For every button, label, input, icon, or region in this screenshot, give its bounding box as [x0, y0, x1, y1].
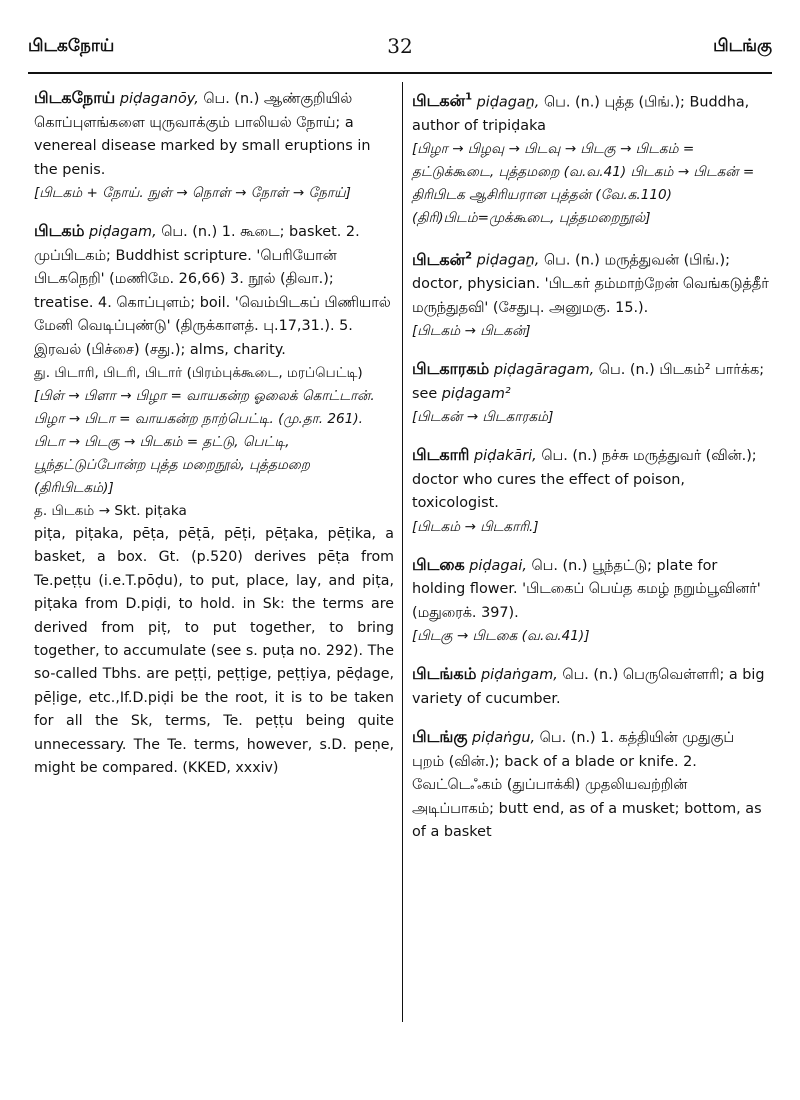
- transliteration: piḍagaṉ,: [476, 94, 540, 111]
- transliteration: piḍaṅgam,: [481, 667, 558, 684]
- headword: பிடகை: [412, 554, 465, 574]
- transliteration: piḍagaṉ,: [476, 252, 540, 269]
- dictionary-entry: [34, 86, 394, 205]
- homonym-number: 1: [465, 92, 473, 103]
- entry-body: [412, 553, 770, 626]
- etymology: [பிடகம் + நோய். நுள் → நொள் → நோள் → நோய்]: [34, 185, 351, 201]
- definition: பெ. (n.) புத்த (பிங்.); Buddha, author of tripiḍaka: [412, 94, 750, 134]
- entry-body: [412, 725, 770, 845]
- dictionary-entry: [412, 244, 770, 343]
- transliteration: piḍaṅgu,: [472, 730, 536, 747]
- etymology: [பிழா → பிழவு → பிடவு → பிடகு → பிடகம் = தட்டுக்கூடை, புத்தமறை (வ.வ.41) பிடகம் → பிடகன் = திரிபிடக ஆசிரியரான புத்தன் (வே.க.110) (திரி)பிடம்=முக்கூடை, புத்தமறைநூல்]: [412, 141, 755, 227]
- cognates: து. பிடாரி, பிடரி, பிடார் (பிரம்புக்கூடை, மரப்பெட்டி): [34, 365, 363, 381]
- headword: பிடகன்$^2$: [412, 249, 473, 269]
- entry-body: [412, 357, 770, 406]
- dictionary-entry: [412, 86, 770, 230]
- definition: பெ. (n.) 1. கூடை; basket. 2. முப்பிடகம்; Buddhist scripture. 'பெரியோன் பிடகநெறி' (மணிமே. 26,66) 3. நூல் (திவா.); treatise. 4. கொப்புளம்; boil. 'வெம்பிடகப் பிணியால் மேனி வெடிப்புண்டு' (திருக்காளத். பு.17,31.). 5. இரவல் (பிச்சை) (சது.); alms, charity.: [34, 224, 391, 358]
- entry-body: [412, 662, 770, 711]
- headword: பிடங்கு: [412, 727, 468, 747]
- page-number: 32: [387, 34, 413, 58]
- dictionary-entry: [412, 725, 770, 845]
- dictionary-entry: [412, 443, 770, 539]
- left-running-head: பிடகநோய்: [28, 36, 115, 56]
- entry-body: [34, 219, 394, 362]
- etymology: [பிடகன் → பிடகாரகம்]: [412, 409, 554, 426]
- entry-body: [34, 86, 394, 182]
- etymology: [பிடகு → பிடகை (வ.வ.41)]: [412, 628, 590, 645]
- dictionary-entry: [412, 662, 770, 711]
- transliteration: piḍagam,: [89, 224, 157, 240]
- definition: பெ. (n.) பிடகம்² பார்க்க; see: [412, 362, 765, 402]
- sanskrit-derivation: த. பிடகம் → Skt. piṭaka: [34, 503, 187, 519]
- definition: பெ. (n.) 1. கத்தியின் முதுகுப் புறம் (வின்.); back of a blade or knife. 2. வேட்டெஃகம் (துப்பாக்கி) முதலியவற்றின் அடிப்பாகம்; butt end, as of a musket; bottom, as of a basket: [412, 730, 762, 841]
- transliteration: piḍagāragam,: [493, 362, 595, 379]
- entry-body: [412, 244, 770, 320]
- page-header: [28, 36, 772, 76]
- headword: பிடகநோய்: [34, 88, 116, 107]
- etymology: [பிள் → பிளா → பிழா = வாயகன்ற ஓலைக் கொட்டான். பிழா → பிடா = வாயகன்ற நாற்பெட்டி. (மு.தா. 261). பிடா → பிடகு → பிடகம் = தட்டு, பெட்டி, பூந்தட்டுப்போன்ற புத்த மறைநூல், புத்தமறை (திரிபிடகம்)]: [34, 388, 375, 496]
- cross-reference: piḍagam²: [441, 385, 511, 402]
- entry-body: [412, 86, 770, 138]
- dictionary-entry: [412, 357, 770, 429]
- definition: பெ. (n.) பூந்தட்டு; plate for holding flower. 'பிடகைப் பெய்த கமழ் நறும்பூவினர்' (மதுரைக். 397).: [412, 557, 761, 621]
- header-rule: [28, 72, 772, 74]
- transliteration: piḍaganōy,: [119, 91, 199, 107]
- definition: பெ. (n.) ஆண்குறியில் கொப்புளங்களை யுருவாக்கும் பாலியல் நோய்; a venereal disease marked by small eruptions in the penis.: [34, 91, 371, 178]
- transliteration: piḍagai,: [469, 557, 527, 574]
- etymology-note: piṭa, piṭaka, pēṭa, pēṭā, pēṭi, pēṭaka, pēṭika, a basket, a box. Gt. (p.520) derives pēṭa from Te.peṭṭu (i.e.T.pōḍu), to put, place, lay, and piṭa, piṭaka from D.piḍi, to hold. in Sk: the terms are derived from piṭ, to put together, to bring together, to accumulate (see s. puṭa no. 292). The so-called Tbhs. are peṭṭi, peṭṭige, peṭṭiya, pēḍage, pēḷige, etc.,If.D.piḍi be the root, it is to be taken for all the Sk, terms, Te. peṭṭu being quite unnecessary. The Te. terms, however, s.D. peṇe, might be compared. (KKED, xxxiv): [34, 526, 394, 777]
- definition: பெ. (n.) பெருவெள்ளரி; a big variety of cucumber.: [412, 667, 765, 707]
- headword: பிடங்கம்: [412, 664, 477, 684]
- transliteration: piḍakāri,: [474, 448, 537, 465]
- homonym-number: 2: [465, 250, 473, 262]
- etymology: [பிடகம் → பிடகன்]: [412, 323, 531, 340]
- column-divider: [402, 82, 403, 1022]
- right-column: [412, 86, 770, 859]
- left-column: [34, 86, 394, 794]
- headword: பிடகாரி: [412, 445, 470, 465]
- etymology: [பிடகம் → பிடகாரி.]: [412, 518, 539, 535]
- right-running-head: பிடங்கு: [713, 36, 772, 56]
- dictionary-entry: [412, 553, 770, 649]
- headword: பிடகம்: [34, 221, 85, 240]
- headword: பிடகன்$^1$: [412, 91, 473, 111]
- definition: பெ. (n.) நச்சு மருத்துவர் (வின்.); doctor who cures the effect of poison, toxicologist.: [412, 448, 757, 512]
- entry-body: [412, 443, 770, 516]
- dictionary-entry: [34, 219, 394, 780]
- definition: பெ. (n.) மருத்துவன் (பிங்.); doctor, physician. 'பிடகர் தம்மாற்றேன் வெங்கடுத்தீர் மருந்துதவி' (சேதுபு. அனுமகு. 15.).: [412, 252, 769, 316]
- headword: பிடகாரகம்: [412, 359, 490, 379]
